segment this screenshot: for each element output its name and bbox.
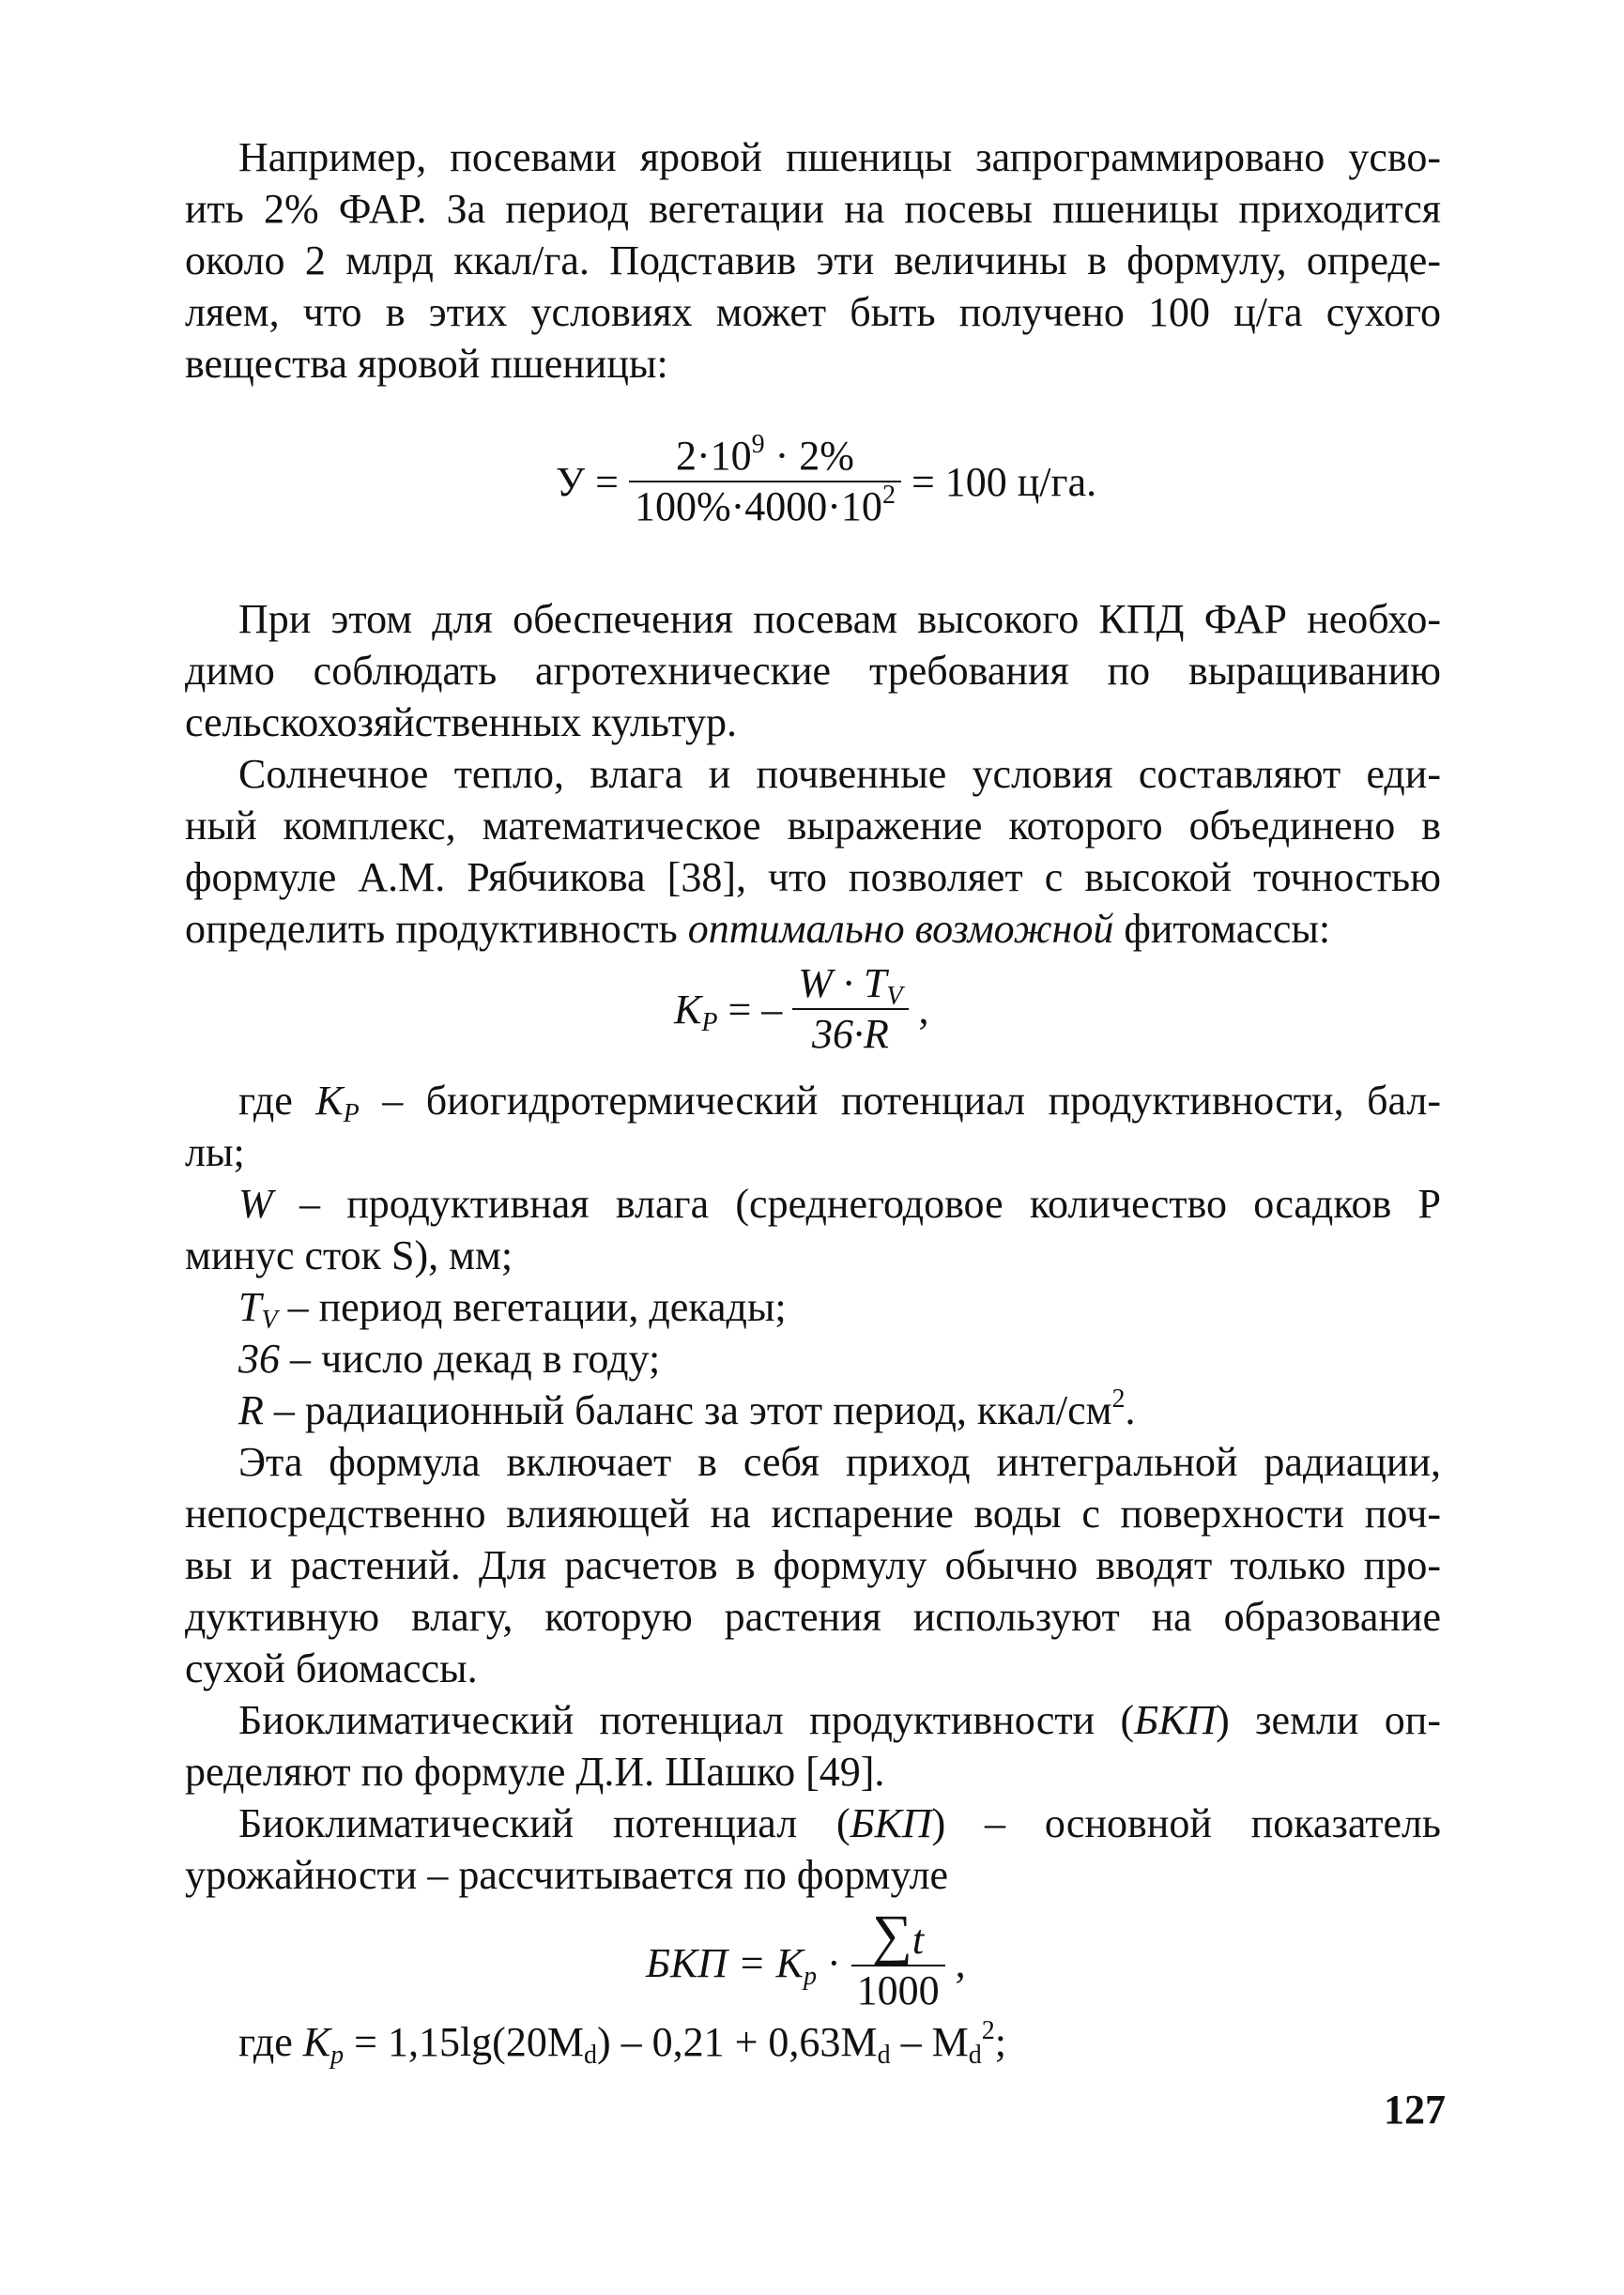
text-segment: = 1,15lg(20M	[344, 2019, 584, 2065]
numerator-t: t	[912, 1917, 925, 1963]
formula-comma: ,	[918, 986, 929, 1033]
formula-yield	[556, 432, 1096, 531]
text-line: около 2 млрд ккал/га. Подставив эти величины в формулу, опреде-	[185, 237, 1441, 283]
text-line: вещества яровой пшеницы:	[185, 341, 668, 387]
text-segment: – период вегетации, декады;	[277, 1284, 787, 1330]
text-line: ределяют по формуле Д.И. Шашко [49].	[185, 1749, 885, 1795]
text-line: ляем, что в этих условиях может быть получено 100 ц/га сухого	[185, 289, 1441, 335]
formula-denominator: 1000	[856, 1967, 940, 2013]
symbol-t: T	[238, 1284, 262, 1330]
text-line: димо соблюдать агротехнические требования по выращиванию	[185, 648, 1441, 694]
text-line: минус сток S), мм;	[185, 1232, 513, 1278]
equals-minus: = –	[717, 986, 783, 1033]
text-line	[185, 1694, 1441, 1746]
definition-kp-formula	[185, 2016, 1441, 2068]
text-segment: .	[1125, 1387, 1136, 1433]
definition-tv	[185, 1281, 1441, 1333]
text-line: Эта формула включает в себя приход интегральной радиации,	[238, 1439, 1441, 1485]
denominator-text: 36·R	[811, 1011, 889, 1057]
text-line: ный комплекс, математическое выражение которого объединено в	[185, 803, 1441, 849]
numerator-subscript: V	[886, 982, 903, 1011]
paragraph-solar	[185, 748, 1441, 903]
paragraph-bkp-definition-end	[185, 1746, 1441, 1798]
text-line: сухой биомассы.	[185, 1645, 478, 1691]
text-segment: где	[238, 1078, 316, 1124]
paragraph-solar-end	[185, 903, 1441, 955]
formula-lhs: У =	[556, 458, 619, 505]
text-line: дуктивную влагу, которую растения используют на образование	[185, 1594, 1441, 1640]
text-line: лы;	[185, 1129, 245, 1175]
subscript-d: d	[877, 2041, 891, 2070]
paragraph-formula-includes	[185, 1436, 1441, 1643]
subscript-v: V	[261, 1306, 278, 1335]
definition-36	[185, 1333, 1441, 1385]
formula-rhs: = 100 ц/га.	[911, 458, 1097, 505]
subscript-d: d	[968, 2041, 982, 2070]
page-number: 127	[1384, 2087, 1446, 2133]
formula-numerator	[792, 959, 908, 1010]
formula-lhs	[646, 1939, 841, 1991]
text-line: ить 2% ФАР. За период вегетации на посевы пшеницы приходится	[185, 186, 1441, 232]
text-segment: фитомассы:	[1113, 906, 1331, 952]
formula-bkp	[646, 1904, 966, 2015]
lhs-subscript: p	[804, 1961, 817, 1991]
formula-fraction	[851, 1904, 945, 2015]
formula-comma: ,	[955, 1939, 966, 1986]
formula-numerator	[851, 1904, 945, 1966]
definition-r	[185, 1385, 1441, 1436]
definition-kp-end	[185, 1126, 1441, 1178]
text-segment: Биоклиматический потенциал (	[238, 1800, 850, 1846]
text-line	[185, 1075, 1441, 1126]
formula-lhs	[674, 986, 783, 1037]
paragraph-example-end	[185, 338, 1441, 390]
text-segment: – число декад в году;	[280, 1336, 661, 1382]
text-segment: ) – 0,21 + 0,63M	[596, 2019, 878, 2065]
paragraph-kpd-end	[185, 696, 1441, 748]
text-italic: БКП	[1134, 1697, 1217, 1743]
text-italic: оптимально возможной	[687, 906, 1114, 952]
symbol-r: R	[238, 1387, 264, 1433]
text-segment: ) – основной показатель	[931, 1800, 1441, 1846]
formula-fraction	[792, 959, 908, 1059]
text-segment: – продуктивная влага (среднегодовое количество осадков P	[272, 1181, 1441, 1227]
formula-denominator	[792, 1010, 908, 1059]
definition-w	[185, 1178, 1441, 1230]
paragraph-bkp-formula-end	[185, 1849, 1441, 1901]
text-segment: – радиационный баланс за этот период, ккал/см	[263, 1387, 1112, 1433]
symbol-k: K	[315, 1078, 344, 1124]
denominator-exponent: 2	[881, 481, 896, 510]
symbol-k: K	[674, 986, 702, 1033]
text-line: вы и растений. Для расчетов в формулу обычно вводят только про-	[185, 1542, 1441, 1588]
text-segment: ) земли оп-	[1216, 1697, 1442, 1743]
numerator-text: W · T	[798, 960, 887, 1006]
text-italic: БКП	[850, 1800, 932, 1846]
text-line: При этом для обеспечения посевам высокого КПД ФАР необхо-	[238, 596, 1441, 642]
numerator-text: 2·10	[675, 433, 752, 479]
text-segment: где	[238, 2019, 303, 2065]
paragraph-bkp-definition	[185, 1694, 1441, 1746]
text-line: непосредственно влияющей на испарение воды с поверхности поч-	[185, 1491, 1441, 1537]
numerator-exponent: 9	[751, 430, 765, 459]
subscript-p: p	[330, 2041, 345, 2070]
paragraph-kpd	[185, 593, 1441, 696]
text-line: формуле А.М. Рябчикова [38], что позволяет с высокой точностью	[185, 854, 1441, 900]
definition-kp	[185, 1075, 1441, 1126]
definition-w-end	[185, 1230, 1441, 1281]
sigma-symbol: ∑	[872, 1904, 912, 1966]
subscript-p: P	[343, 1099, 360, 1128]
text-line: Например, посевами яровой пшеницы запрограммировано усво-	[238, 134, 1441, 180]
text-segment: – биогидротермический потенциал продуктивности, бал-	[359, 1078, 1441, 1124]
lhs-text: БКП = K	[646, 1939, 804, 1986]
text-segment: определить продуктивность	[185, 906, 688, 952]
text-segment: ;	[994, 2019, 1006, 2065]
text-line	[185, 1798, 1441, 1849]
text-line: сельскохозяйственных культур.	[185, 699, 737, 745]
formula-biohydrothermal	[674, 959, 929, 1059]
numerator-percent: · 2%	[764, 433, 854, 479]
paragraph-example	[185, 131, 1441, 338]
formula-numerator	[629, 432, 901, 482]
formula-fraction	[629, 432, 901, 531]
text-segment: Биоклиматический потенциал продуктивности (	[238, 1697, 1135, 1743]
subscript-p: P	[701, 1007, 718, 1037]
symbol-36: 36	[238, 1336, 280, 1382]
text-line: урожайности – рассчитывается по формуле	[185, 1852, 949, 1898]
denominator-text: 100%·4000·10	[634, 483, 882, 529]
symbol-w: W	[238, 1181, 273, 1227]
formula-denominator	[629, 482, 901, 531]
superscript-2: 2	[1111, 1385, 1126, 1414]
paragraph-bkp-formula	[185, 1798, 1441, 1849]
subscript-d: d	[583, 2041, 597, 2070]
multiply-dot: ·	[817, 1939, 841, 1986]
text-line: Солнечное тепло, влага и почвенные условия составляют еди-	[238, 751, 1441, 797]
symbol-k: K	[302, 2019, 331, 2065]
paragraph-formula-includes-end	[185, 1643, 1441, 1694]
text-line	[185, 1178, 1441, 1230]
superscript-2: 2	[981, 2016, 995, 2045]
text-segment: – M	[890, 2019, 969, 2065]
